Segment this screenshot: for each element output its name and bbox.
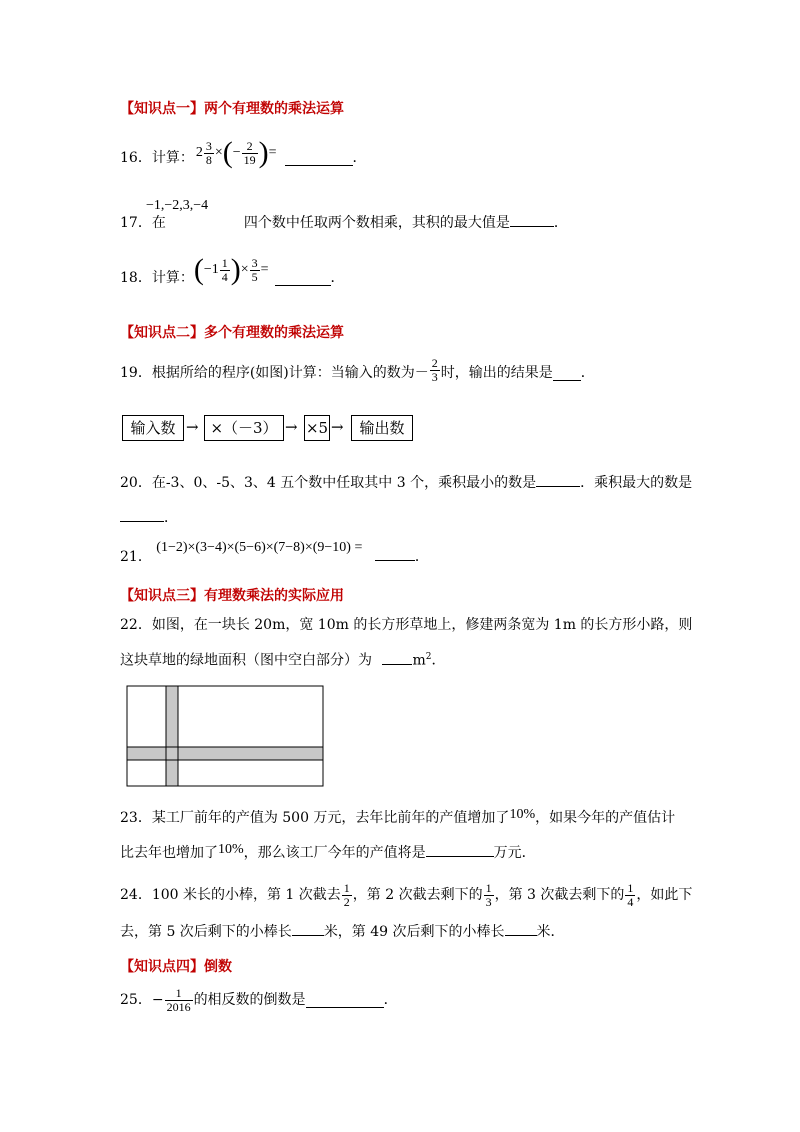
question-20 xyxy=(120,472,692,493)
question-16 xyxy=(120,133,367,173)
answer-blank[interactable] xyxy=(275,271,331,286)
paren-close: ) xyxy=(230,253,241,286)
whole-part: 2 xyxy=(195,145,203,160)
fraction: $\frac{3}{8}$ xyxy=(205,138,212,167)
question-18 xyxy=(120,250,345,290)
question-23 xyxy=(120,808,675,829)
fraction: $\frac{1}{4}$ xyxy=(627,880,634,909)
question-24-text-2: ，第 2 次截去剩下的 xyxy=(352,887,483,903)
fraction: $\frac{1}{4}$ xyxy=(221,255,228,284)
period: ． xyxy=(414,549,429,565)
question-17 xyxy=(120,212,568,233)
fraction: $\frac{1}{2}$ xyxy=(343,880,350,909)
question-24 xyxy=(120,875,692,915)
paren-open: ( xyxy=(193,253,204,286)
flow-input-box: 输入数 xyxy=(122,415,184,441)
question-23-line2 xyxy=(120,842,536,864)
section-heading-2: 【知识点二】多个有理数的乘法运算 xyxy=(120,325,344,341)
minus-sign: − xyxy=(232,145,241,160)
question-24-text-5: 去，第 5 次后剩下的小棒长 xyxy=(120,924,292,940)
answer-blank[interactable] xyxy=(285,151,353,166)
question-19 xyxy=(120,350,595,390)
period: ． xyxy=(431,652,446,669)
question-20-text-2: ．乘积最大的数是 xyxy=(580,475,693,491)
question-22-text: 这块草地的绿地面积（图中空白部分）为 xyxy=(120,652,372,669)
period: ． xyxy=(553,215,568,231)
lawn-figure xyxy=(126,685,326,789)
question-24-text-6: 米，第 49 次后剩下的小棒长 xyxy=(323,924,505,940)
answer-blank[interactable] xyxy=(505,921,537,936)
question-22: 22．如图，在一块长 20m，宽 10m 的长方形草地上，修建两条宽为 1m 的长方形小路，则 xyxy=(120,617,693,633)
question-20-line2 xyxy=(120,507,178,528)
answer-blank[interactable] xyxy=(382,650,412,665)
answer-blank[interactable] xyxy=(553,366,581,381)
period: ． xyxy=(580,365,595,381)
question-19-text: 19．根据所给的程序(如图)计算：当输入的数为－ xyxy=(120,365,429,381)
whole-part: −1 xyxy=(203,262,219,277)
question-25 xyxy=(120,980,398,1020)
question-23-text-5: 万元． xyxy=(493,845,536,861)
question-24-text-4: ，如此下 xyxy=(636,887,693,903)
period: ． xyxy=(352,150,367,166)
percent-value: 10% xyxy=(218,842,244,857)
times-sign: × xyxy=(240,262,249,277)
arrow-icon: → xyxy=(186,418,199,436)
question-17-label: 17．在 xyxy=(120,215,166,231)
question-25-text: 的相反数的倒数是 xyxy=(193,992,306,1008)
lawn-border xyxy=(127,686,323,786)
question-24-text: 24．100 米长的小棒，第 1 次截去 xyxy=(120,887,341,903)
answer-blank[interactable] xyxy=(292,921,324,936)
answer-blank[interactable] xyxy=(536,472,580,487)
fraction: $\frac{2}{3}$ xyxy=(431,355,438,384)
fraction: $\frac{1}{2016}$ xyxy=(166,985,191,1014)
answer-blank[interactable] xyxy=(375,546,415,561)
question-19-text-2: 时，输出的结果是 xyxy=(440,365,553,381)
period: ． xyxy=(383,992,398,1008)
equals-sign: = xyxy=(260,262,269,277)
paren-close: ) xyxy=(258,136,269,169)
question-25-label: 25． xyxy=(120,992,152,1008)
answer-blank[interactable] xyxy=(510,212,554,227)
question-16-label: 16．计算： xyxy=(120,150,194,166)
equals-sign: = xyxy=(268,145,277,160)
question-20-text: 20．在-3、0、-5、3、4 五个数中任取其中 3 个，乘积最小的数是 xyxy=(120,475,537,491)
question-21-label: 21． xyxy=(120,549,152,565)
section-heading-3: 【知识点三】有理数乘法的实际应用 xyxy=(120,588,344,604)
percent-value: 10% xyxy=(509,807,536,822)
answer-blank[interactable] xyxy=(306,993,384,1008)
question-24-text-7: 米． xyxy=(536,924,565,940)
paren-open: ( xyxy=(222,136,233,169)
answer-blank[interactable] xyxy=(120,507,164,522)
expression xyxy=(194,255,269,285)
unit-exponent: 2 xyxy=(425,652,432,662)
fraction: $\frac{2}{19}$ xyxy=(243,138,256,167)
question-23-text-4: ，那么该工厂今年的产值将是 xyxy=(243,845,426,861)
flow-times-five-box: ×5 xyxy=(304,415,330,441)
question-21 xyxy=(120,536,429,565)
period: ． xyxy=(164,510,178,526)
period: ． xyxy=(330,270,345,286)
flow-output-box: 输出数 xyxy=(351,415,413,441)
section-heading-4: 【知识点四】倒数 xyxy=(120,959,232,975)
fraction: $\frac{1}{3}$ xyxy=(485,880,492,909)
number-list: −1,−2,3,−4 xyxy=(146,198,209,213)
unit: m xyxy=(412,652,426,669)
question-24-line2 xyxy=(120,921,565,942)
expression: (1−2)×(3−4)×(5−6)×(7−8)×(9−10) = xyxy=(156,540,363,555)
vertical-path xyxy=(166,686,178,786)
section-heading-1: 【知识点一】两个有理数的乘法运算 xyxy=(120,101,344,117)
minus-sign: − xyxy=(151,992,164,1008)
fraction: $\frac{3}{5}$ xyxy=(251,255,258,284)
horizontal-path xyxy=(127,747,323,760)
question-23-text: 23．某工厂前年的产值为 500 万元，去年比前年的产值增加了 xyxy=(120,810,510,826)
question-22-line2 xyxy=(120,647,445,671)
arrow-icon: → xyxy=(285,418,298,436)
question-23-text-3: 比去年也增加了 xyxy=(120,845,218,861)
times-sign: × xyxy=(214,145,223,160)
question-24-text-3: ，第 3 次截去剩下的 xyxy=(494,887,625,903)
mixed-number xyxy=(196,138,277,168)
question-23-text-2: ，如果今年的产值估计 xyxy=(535,810,676,826)
flow-multiply-box: ×（－3） xyxy=(204,415,284,441)
question-17-text: 四个数中任取两个数相乘，其积的最大值是 xyxy=(243,215,510,231)
answer-blank[interactable] xyxy=(426,842,494,857)
arrow-icon: → xyxy=(331,418,344,436)
question-18-label: 18．计算： xyxy=(120,270,194,286)
